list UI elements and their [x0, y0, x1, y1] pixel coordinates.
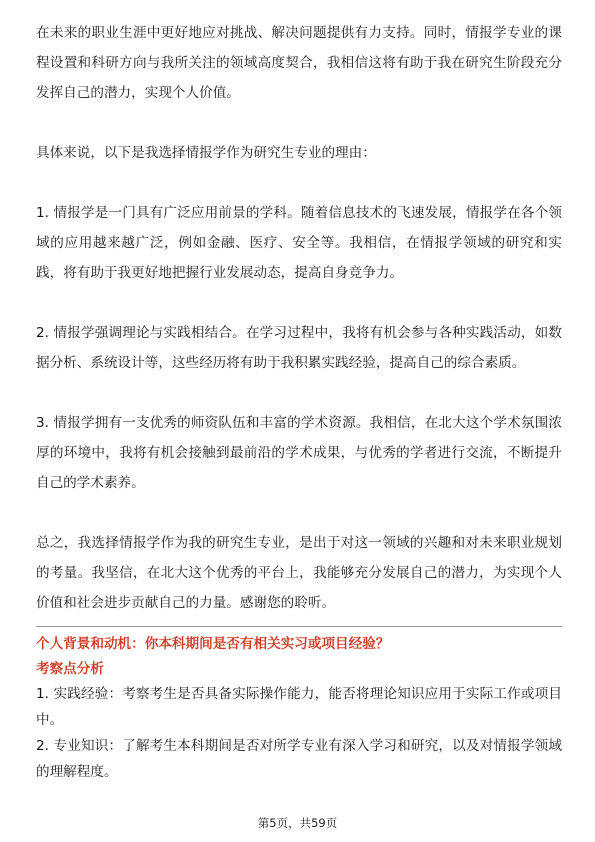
paragraph-intro-continuation: 在未来的职业生涯中更好地应对挑战、解决问题提供有力支持。同时，情报学专业的课程设置和科研方向与我所关注的领域高度契合，我相信这将有助于我在研究生阶段充分发挥自己的潜力，实现个人价值。: [36, 25, 562, 101]
page-content: [36, 18, 562, 785]
section-divider: [36, 626, 562, 627]
paragraph-reason-3: 3. 情报学拥有一支优秀的师资队伍和丰富的学术资源。我相信，在北大这个学术氛围浓厚的环境中，我将有机会接触到最前沿的学术成果，与优秀的学者进行交流，不断提升自己的学术素养。: [36, 415, 562, 491]
question-title: 个人背景和动机：你本科期间是否有相关实习或项目经验？: [36, 636, 390, 652]
page-number-footer: 第5页，共59页: [257, 816, 338, 830]
paragraph-reasons-intro: 具体来说，以下是我选择情报学作为研究生专业的理由：: [36, 145, 376, 161]
analysis-point-2: 2. 专业知识：了解考生本科期间是否对所学专业有深入学习和研究，以及对情报学领域的理解程度。: [36, 738, 562, 780]
paragraph-conclusion: 总之，我选择情报学作为我的研究生专业，是出于对这一领域的兴趣和对未来职业规划的考量。我坚信，在北大这个优秀的平台上，我能够充分发展自己的潜力，为实现个人价值和社会进步贡献自己的力量。感谢您的聆听。: [36, 535, 562, 611]
paragraph-reason-2: 2. 情报学强调理论与实践相结合。在学习过程中，我将有机会参与各种实践活动，如数据分析、系统设计等，这些经历将有助于我积累实践经验，提高自己的综合素质。: [36, 325, 562, 371]
analysis-heading: 考察点分析: [36, 661, 104, 677]
analysis-point-1: 1. 实践经验：考察考生是否具备实际操作能力，能否将理论知识应用于实际工作或项目中。: [36, 686, 562, 728]
paragraph-reason-1: 1. 情报学是一门具有广泛应用前景的学科。随着信息技术的飞速发展，情报学在各个领域的应用越来越广泛，例如金融、医疗、安全等。我相信，在情报学领域的研究和实践，将有助于我更好地把握行业发展动态，提高自身竞争力。: [36, 205, 562, 281]
